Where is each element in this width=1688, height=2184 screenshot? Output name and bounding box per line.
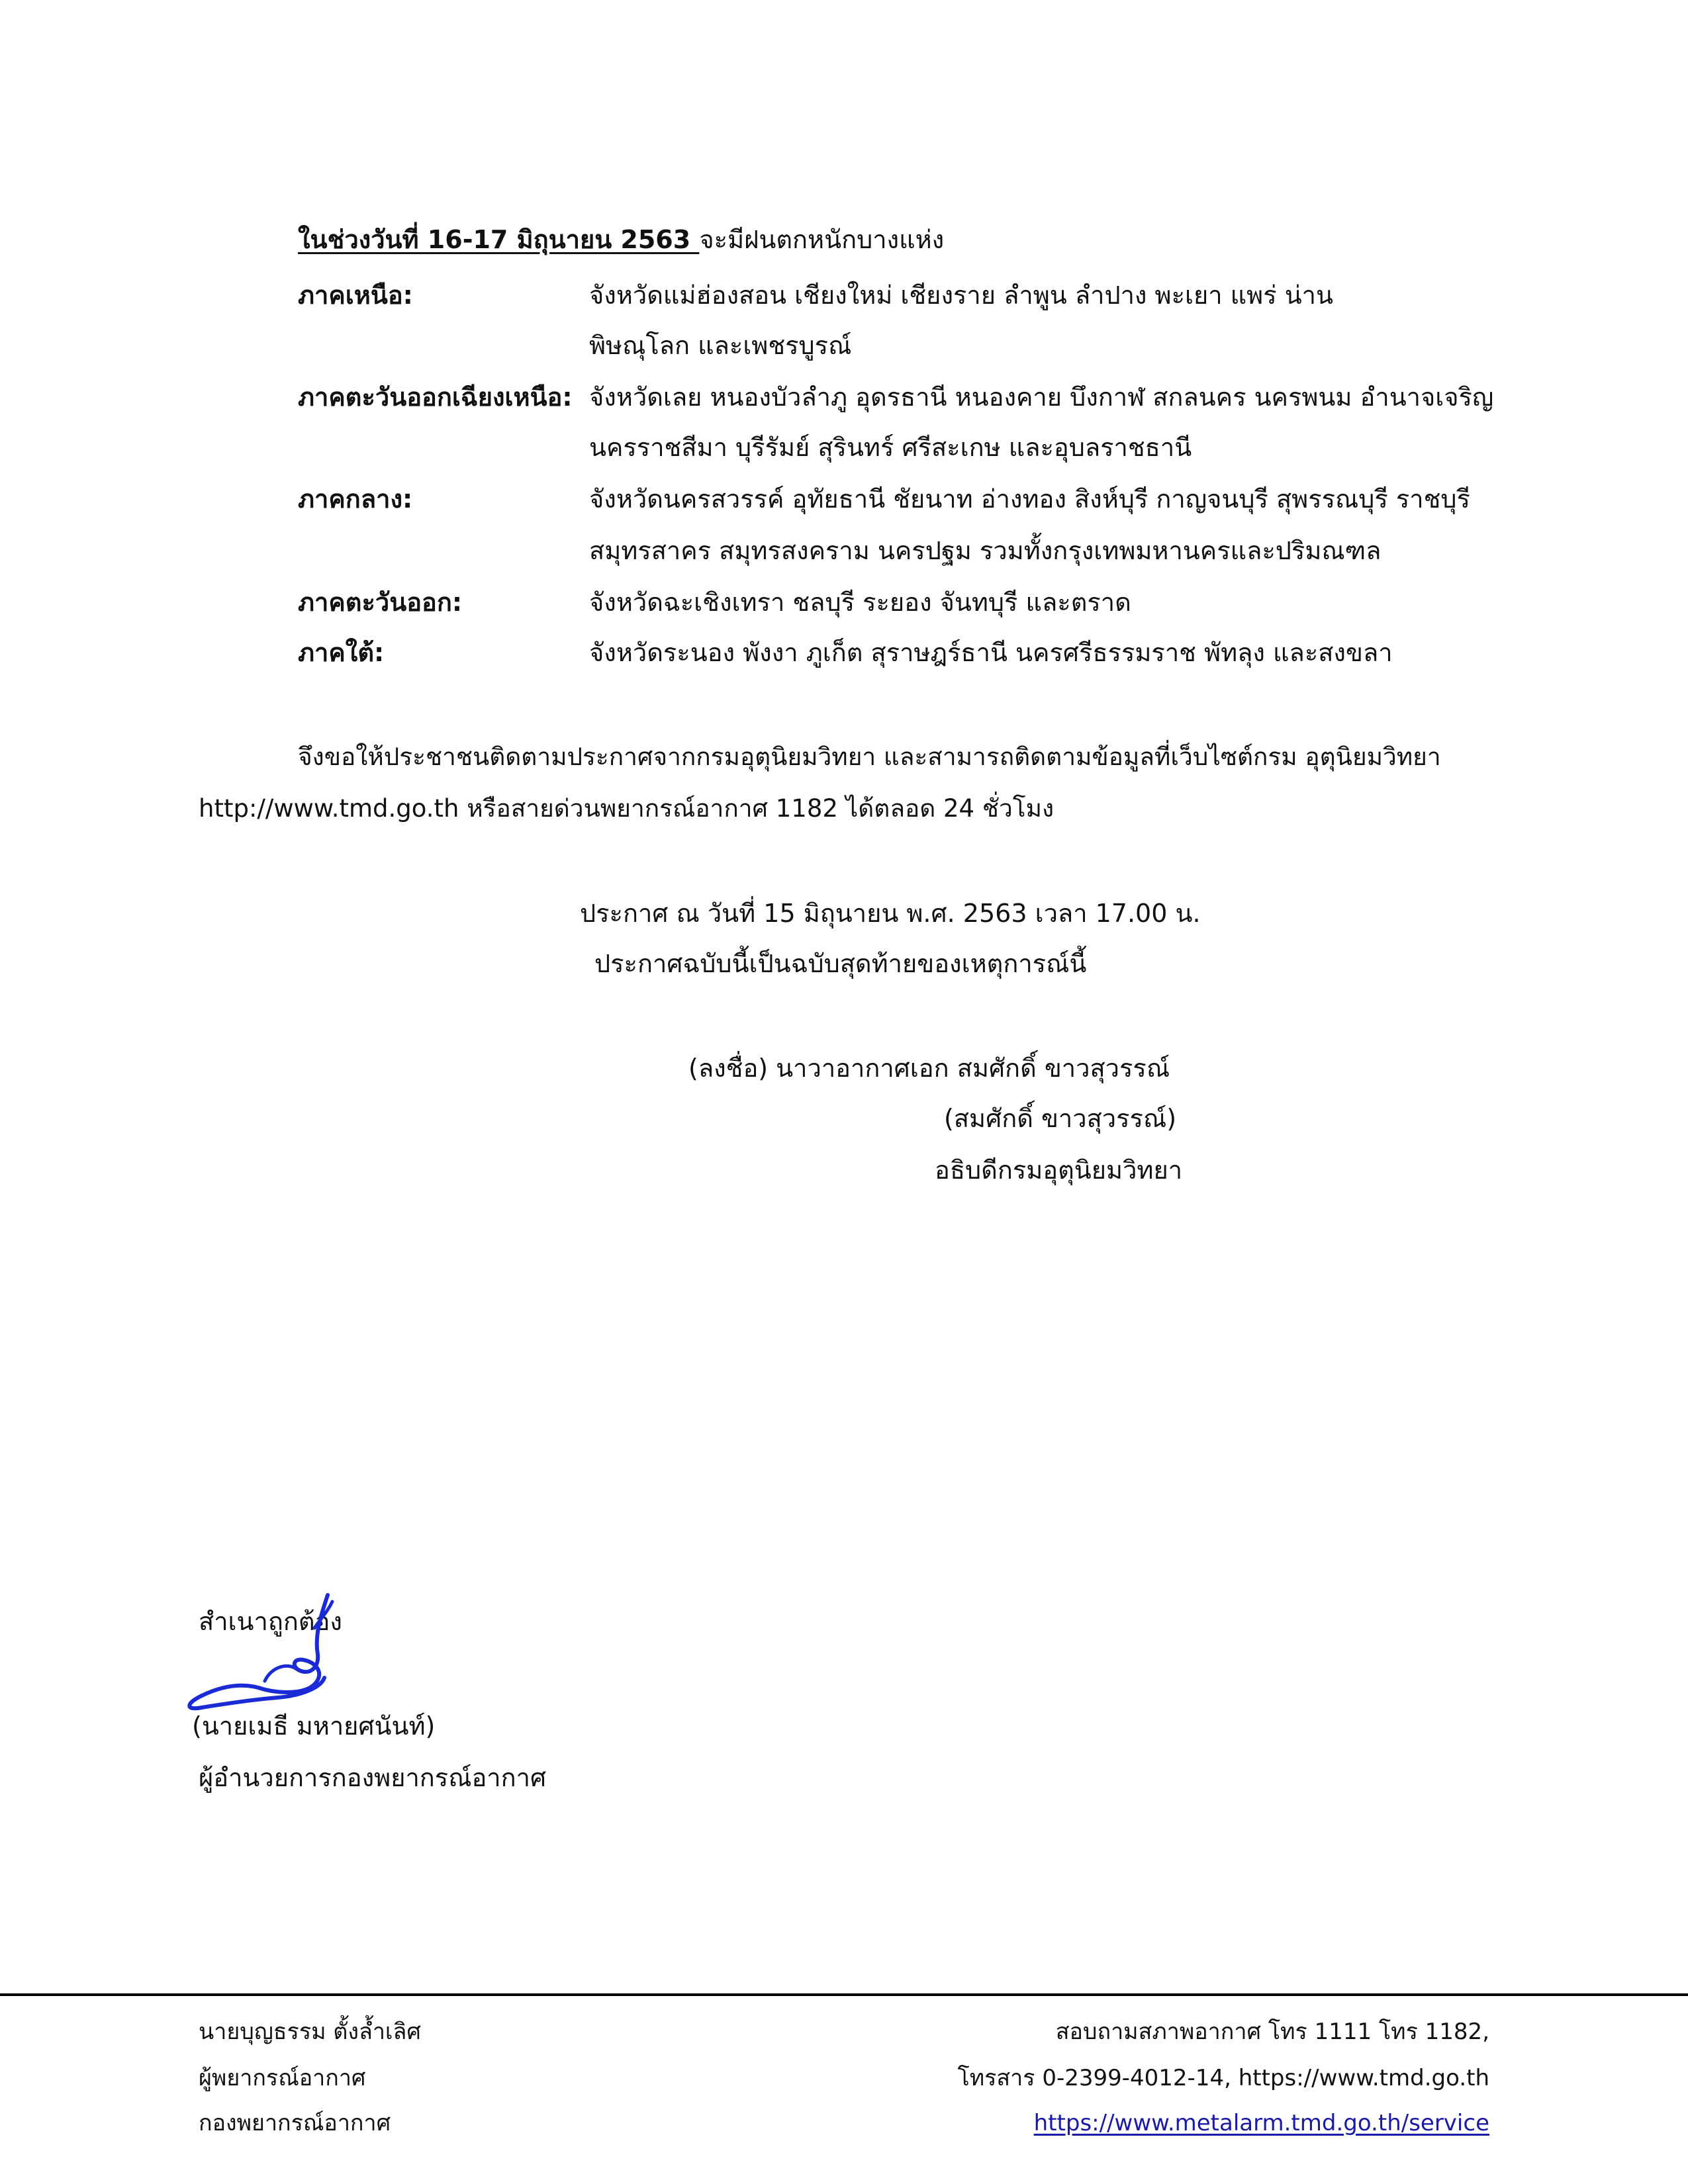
region-label-northeast: ภาคตะวันออกเฉียงเหนือ: [298,383,573,412]
footer-contact-fax: โทรสาร 0-2399-4012-14, https://www.tmd.go.th [957,2065,1489,2091]
region-text-central-1: จังหวัดนครสวรรค์ อุทัยธานี ชัยนาท อ่างทอง สิงห์บุรี กาญจนบุรี สุพรรณบุรี ราชบุรี [589,484,1470,514]
footer-service-link[interactable]: https://www.metalarm.tmd.go.th/service [1033,2110,1489,2136]
certified-name: (นายเมธี มหายศนันท์) [192,1711,436,1741]
intro-date-range: ในช่วงวันที่ 16-17 มิถุนายน 2563 [298,225,700,254]
footer-forecaster-role: ผู้พยากรณ์อากาศ [199,2065,366,2091]
region-label-central: ภาคกลาง: [298,484,413,514]
region-text-northeast-1: จังหวัดเลย หนองบัวลำภู อุดรธานี หนองคาย บึงกาฬ สกลนคร นครพนม อำนาจเจริญ [589,383,1494,412]
region-text-north-1: จังหวัดแม่ฮ่องสอน เชียงใหม่ เชียงราย ลำพูน ลำปาง พะเยา แพร่ น่าน [589,281,1333,310]
advice-line-1: จึงขอให้ประชาชนติดตามประกาศจากกรมอุตุนิยมวิทยา และสามารถติดตามข้อมูลที่เว็บไซต์กรม อุตุนิยมวิทยา [298,743,1441,771]
intro-heading [298,225,944,255]
region-text-central-2: สมุทรสาคร สมุทรสงคราม นครปฐม รวมทั้งกรุงเทพมหานครและปริมณฑล [589,536,1382,565]
advice-line-2: http://www.tmd.go.th หรือสายด่วนพยากรณ์อากาศ 1182 ได้ตลอด 24 ชั่วโมง [199,794,1055,823]
footer-division: กองพยากรณ์อากาศ [199,2110,391,2136]
signatory-signed-line: (ลงชื่อ) นาวาอากาศเอก สมศักดิ์ ขาวสุวรรณ์ [688,1054,1170,1083]
signatory-title: อธิบดีกรมอุตุนิยมวิทยา [935,1156,1183,1185]
region-label-north: ภาคเหนือ: [298,281,413,310]
handwritten-signature [179,1588,351,1721]
signatory-name: (สมศักดิ์ ขาวสุวรรณ์) [944,1104,1177,1133]
intro-rest: จะมีฝนตกหนักบางแห่ง [699,225,945,254]
region-text-east-1: จังหวัดฉะเชิงเทรา ชลบุรี ระยอง จันทบุรี และตราด [589,588,1131,617]
announcement-final-note: ประกาศฉบับนี้เป็นฉบับสุดท้ายของเหตุการณ์นี้ [594,949,1087,978]
footer-contact-phone: สอบถามสภาพอากาศ โทร 1111 โทร 1182, [1055,2019,1489,2045]
region-label-south: ภาคใต้: [298,638,385,667]
region-text-south-1: จังหวัดระนอง พังงา ภูเก็ต สุราษฎร์ธานี นครศรีธรรมราช พัทลุง และสงขลา [589,638,1393,667]
certified-title: ผู้อำนวยการกองพยากรณ์อากาศ [199,1763,547,1792]
footer-forecaster-name: นายบุญธรรม ตั้งล้ำเลิศ [199,2019,421,2045]
region-text-north-2: พิษณุโลก และเพชรบูรณ์ [589,331,852,360]
announcement-date: ประกาศ ณ วันที่ 15 มิถุนายน พ.ศ. 2563 เวลา 17.00 น. [580,899,1201,928]
footer-divider [0,1993,1688,1996]
certified-copy-label: สำเนาถูกต้อง [199,1607,342,1636]
region-label-east: ภาคตะวันออก: [298,588,463,617]
region-text-northeast-2: นครราชสีมา บุรีรัมย์ สุรินทร์ ศรีสะเกษ และอุบลราชธานี [589,433,1192,462]
